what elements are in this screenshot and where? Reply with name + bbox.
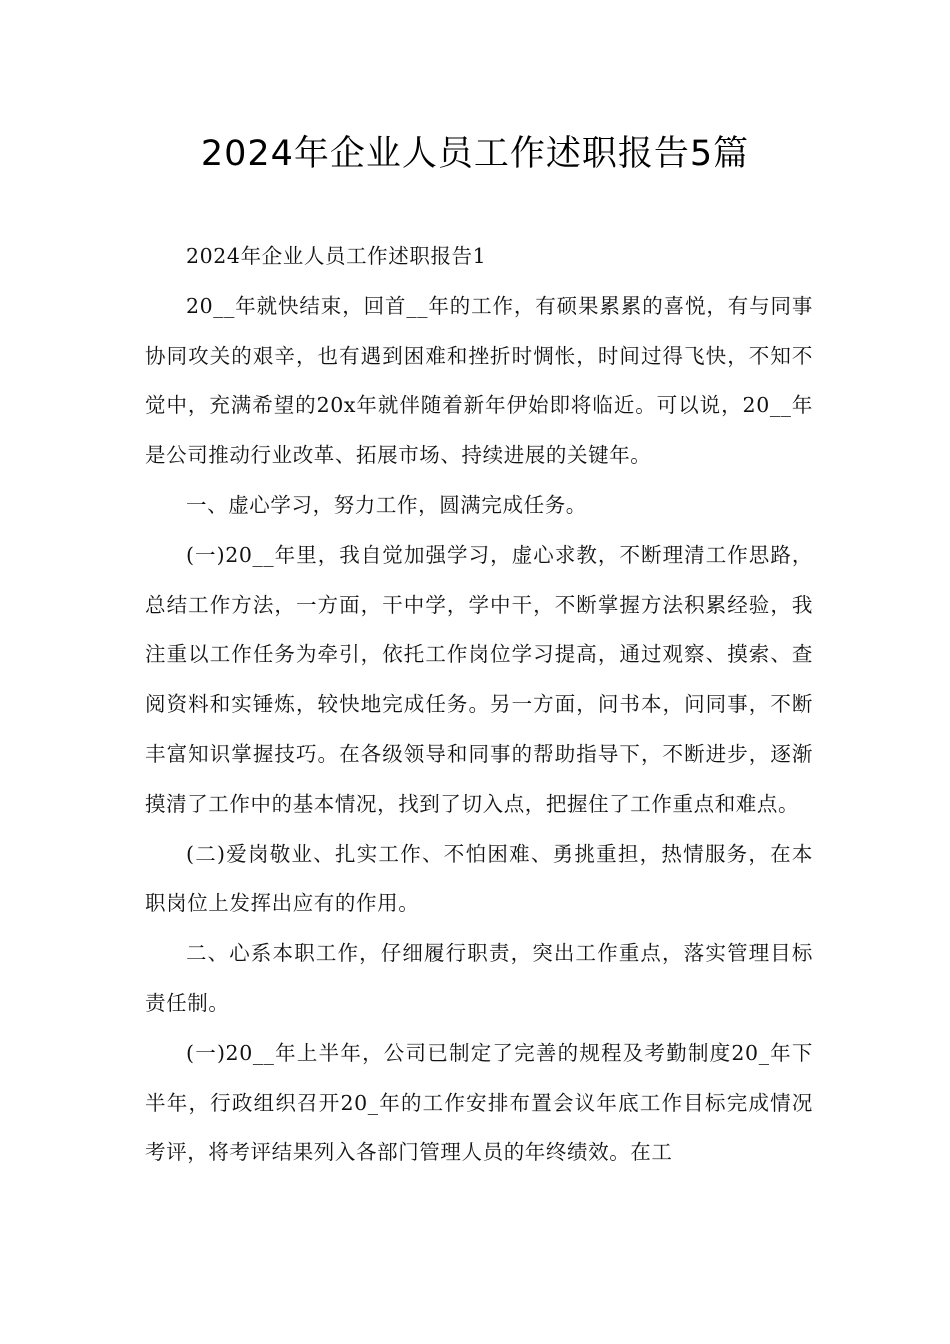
section-heading-1: 一、虚心学习，努力工作，圆满完成任务。: [186, 492, 587, 517]
section-2-item-1: (一)20__年上半年，公司已制定了完善的规程及考勤制度20_年下半年，行政组织召开20_年的工作安排布置会议年底工作目标完成情况考评，将考评结果列入各部门管理人员的年终绩效。在工: [145, 1040, 813, 1165]
section-1-item-1: (一)20__年里，我自觉加强学习，虚心求教，不断理清工作思路，总结工作方法，一方面，干中学，学中干，不断掌握方法积累经验，我注重以工作任务为牵引，依托工作岗位学习提高，通过观察、摸索、查阅资料和实锤炼，较快地完成任务。另一方面，问书本，问同事，不断丰富知识掌握技巧。在各级领导和同事的帮助指导下，不断进步，逐渐摸清了工作中的基本情况，找到了切入点，把握住了工作重点和难点。: [145, 542, 813, 816]
document-title: 2024年企业人员工作述职报告5篇: [200, 134, 750, 174]
report-subtitle: 2024年企业人员工作述职报告1: [186, 244, 487, 268]
intro-paragraph: 20__年就快结束，回首__年的工作，有硕果累累的喜悦，有与同事协同攻关的艰辛，也有遇到困难和挫折时惆怅，时间过得飞快，不知不觉中，充满希望的20x年就伴随着新年伊始即将临近。可以说，20__年是公司推动行业改革、拓展市场、持续进展的关键年。: [145, 293, 813, 468]
section-heading-2: 二、心系本职工作，仔细履行职责，突出工作重点，落实管理目标责任制。: [145, 941, 813, 1015]
section-1-item-2: (二)爱岗敬业、扎实工作、不怕困难、勇挑重担，热情服务，在本职岗位上发挥出应有的作用。: [145, 841, 813, 916]
document-body: [145, 232, 813, 1178]
